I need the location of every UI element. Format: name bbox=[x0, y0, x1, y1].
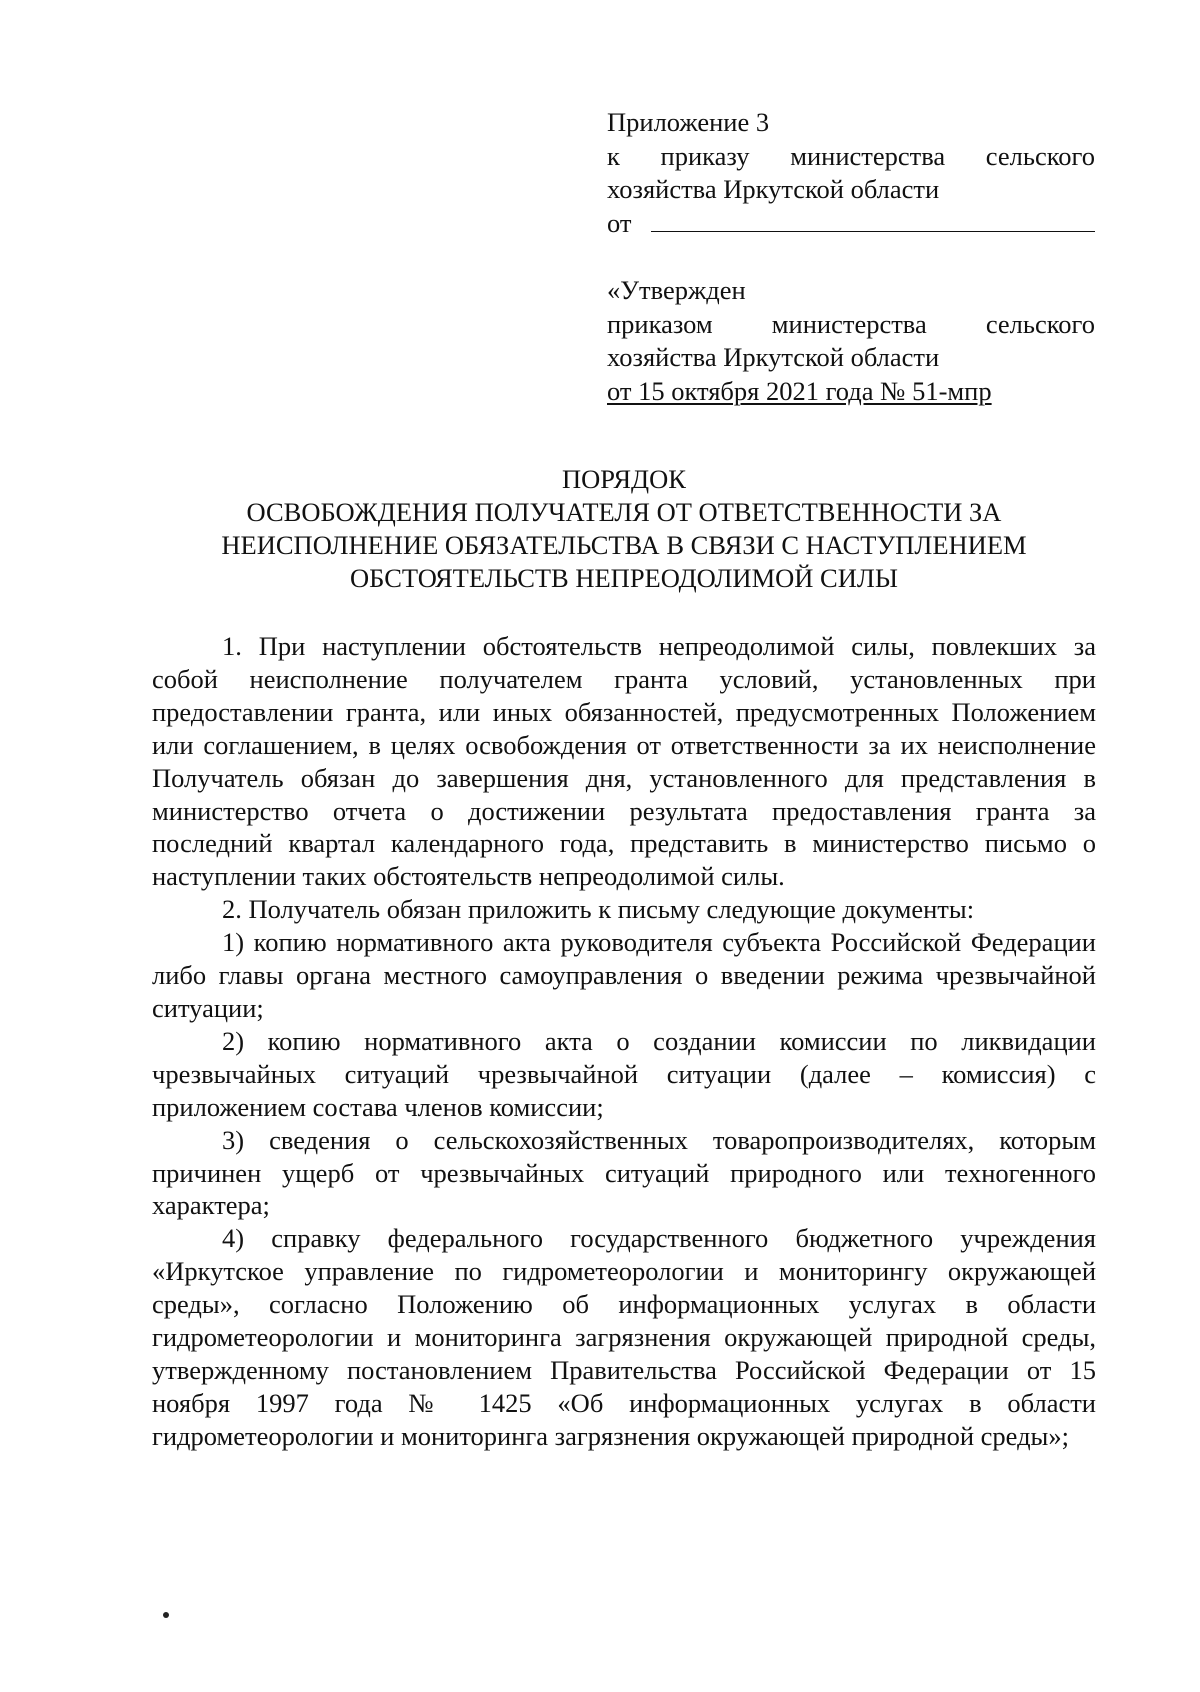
paragraph: 2. Получатель обязан приложить к письму следующие документы: bbox=[222, 894, 975, 925]
appendix-date-line bbox=[607, 207, 1095, 241]
appendix-word: сельского bbox=[985, 140, 1095, 171]
approved-block bbox=[607, 274, 1095, 408]
title-line: ОБСТОЯТЕЛЬСТВ НЕПРЕОДОЛИМОЙ СИЛЫ bbox=[350, 563, 898, 593]
paragraph: 4) справку федерального государственного бюджетного учреждения «Иркутское управление по гидрометеорологии и мониторингу окружающей среды», согласно Положению об информационных услугах в области гидрометеорологии и мониторинга загрязнения окружающей природной среды, утвержденному постановлением Правительства Российской Федерации от 15 ноября 1997 года № 1425 «Об информационных услугах в области гидрометеорологии и мониторинга загрязнения окружающей природной среды»; bbox=[152, 1223, 1096, 1451]
title-line: ОСВОБОЖДЕНИЯ ПОЛУЧАТЕЛЯ ОТ ОТВЕТСТВЕННОСТИ ЗА bbox=[246, 497, 1002, 527]
date-blank-underline bbox=[651, 207, 1095, 232]
document-title bbox=[150, 463, 1098, 595]
appendix-number: Приложение 3 bbox=[607, 107, 770, 137]
scan-dot-mark bbox=[163, 1612, 169, 1618]
approved-word: министерства bbox=[771, 308, 927, 339]
approved-word: приказом bbox=[607, 308, 713, 339]
approved-order-line bbox=[607, 308, 1095, 342]
appendix-ministry-line: хозяйства Иркутской области bbox=[607, 174, 940, 204]
paragraph: 2) копию нормативного акта о создании комиссии по ликвидации чрезвычайных ситуаций чрезвычайной ситуации (далее – комиссия) с приложением состава членов комиссии; bbox=[152, 1025, 1096, 1122]
approved-word: сельского bbox=[985, 308, 1095, 339]
paragraph: 1. При наступлении обстоятельств непреодолимой силы, повлекших за собой неисполнение получателем гранта условий, установленных при предоставлении гранта, или иных обязанностей, предусмотренных Положением или соглашением, в целях освобождения от ответственности за их неисполнение Получатель обязан до завершения дня, установленного для представления в министерство отчета о достижении результата предоставления гранта за последний квартал календарного года, представить в министерство письмо о наступлении таких обстоятельств непреодолимой силы. bbox=[152, 631, 1096, 892]
appendix-header bbox=[607, 106, 1095, 408]
from-label: от bbox=[607, 207, 632, 238]
title-line: НЕИСПОЛНЕНИЕ ОБЯЗАТЕЛЬСТВА В СВЯЗИ С НАСТУПЛЕНИЕМ bbox=[221, 530, 1027, 560]
approved-label: «Утвержден bbox=[607, 275, 746, 305]
appendix-word: приказу bbox=[660, 140, 750, 171]
approved-date-number: от 15 октября 2021 года № 51-мпр bbox=[607, 375, 992, 406]
paragraph: 3) сведения о сельскохозяйственных товаропроизводителях, которым причинен ущерб от чрезвычайных ситуаций природного или техногенного характера; bbox=[152, 1124, 1096, 1221]
title-line: ПОРЯДОК bbox=[562, 464, 686, 494]
appendix-order-line bbox=[607, 140, 1095, 174]
approved-ministry-line: хозяйства Иркутской области bbox=[607, 342, 940, 372]
appendix-word: министерства bbox=[790, 140, 946, 171]
document-body bbox=[152, 630, 1096, 1453]
appendix-word: к bbox=[607, 140, 620, 171]
paragraph: 1) копию нормативного акта руководителя субъекта Российской Федерации либо главы органа местного самоуправления о введении режима чрезвычайной ситуации; bbox=[152, 927, 1096, 1023]
